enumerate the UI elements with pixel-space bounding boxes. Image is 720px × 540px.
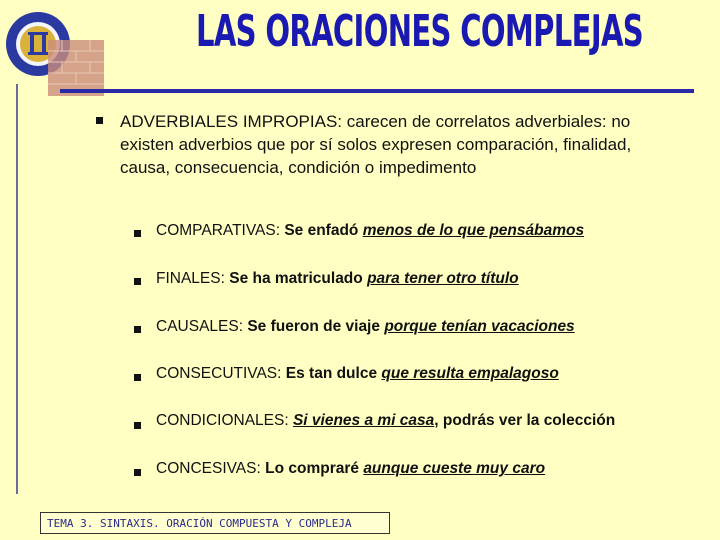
item-text: Se fueron de viaje	[247, 318, 380, 335]
sub-bullet	[134, 374, 141, 381]
item-label: CAUSALES:	[156, 318, 244, 335]
item-text: Lo compraré	[265, 460, 359, 477]
footer-label: TEMA 3. SINTAXIS. ORACIÓN COMPUESTA Y COMPLEJA	[40, 512, 390, 534]
main-bullet	[96, 117, 103, 124]
list-item	[156, 460, 545, 478]
item-underlined: menos de lo que pensábamos	[362, 222, 585, 239]
item-label: CONCESIVAS:	[156, 460, 261, 477]
sub-bullet	[134, 278, 141, 285]
left-divider	[16, 84, 18, 494]
brick-wall-decoration	[48, 40, 104, 96]
item-underlined: aunque cueste muy caro	[363, 460, 546, 477]
item-text-after: , podrás ver la colección	[434, 412, 616, 429]
list-item	[156, 412, 615, 430]
main-point-text	[120, 110, 680, 179]
item-text: Se enfadó	[284, 222, 359, 239]
item-underlined: Si vienes a mi casa	[292, 412, 435, 429]
item-text: Se ha matriculado	[229, 270, 363, 287]
item-underlined: porque tenían vacaciones	[384, 318, 575, 335]
item-label: FINALES:	[156, 270, 225, 287]
title-rule	[60, 89, 694, 93]
item-text: Es tan dulce	[285, 365, 378, 382]
list-item	[156, 365, 559, 383]
sub-bullet	[134, 326, 141, 333]
sub-bullet	[134, 422, 141, 429]
list-item	[156, 270, 519, 288]
item-underlined: que resulta empalagoso	[381, 365, 559, 382]
sub-bullet	[134, 469, 141, 476]
main-point-body: : carecen de correlatos adverbiales: no existen adverbios que por sí solos expresen comparación, finalidad, causa, consecuencia, condición o impedimento	[120, 112, 632, 177]
item-label: CONSECUTIVAS:	[156, 365, 282, 382]
list-item	[156, 222, 584, 240]
list-item	[156, 318, 575, 336]
item-label: COMPARATIVAS:	[156, 222, 281, 239]
page-title: LAS ORACIONES COMPLEJAS	[196, 6, 644, 57]
item-label: CONDICIONALES:	[156, 412, 289, 429]
sub-bullet	[134, 230, 141, 237]
main-point-heading: ADVERBIALES IMPROPIAS	[120, 112, 338, 131]
item-underlined: para tener otro título	[367, 270, 519, 287]
